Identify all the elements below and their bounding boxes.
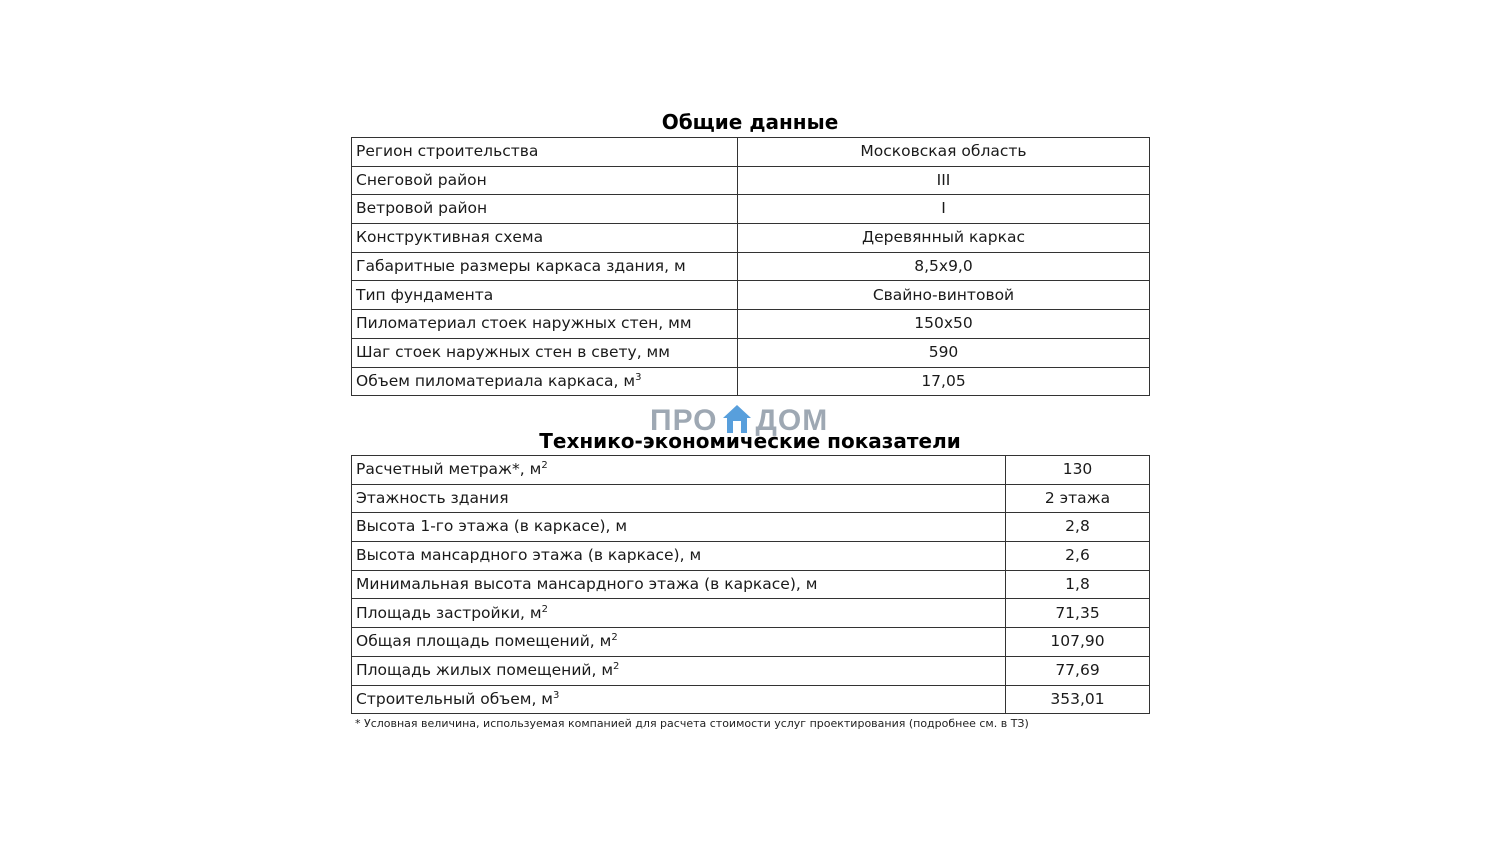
row-label-text: Высота 1-го этажа (в каркасе), м	[356, 517, 628, 536]
row-value: 150х50	[738, 310, 1150, 339]
table-row	[352, 310, 1150, 339]
row-value: 1,8	[1006, 570, 1150, 599]
row-label-text: Тип фундамента	[356, 285, 494, 304]
row-label	[352, 281, 738, 310]
row-value: III	[738, 166, 1150, 195]
row-value: Свайно-винтовой	[738, 281, 1150, 310]
row-label	[352, 484, 1006, 513]
table-row	[352, 224, 1150, 253]
row-label-text: Габаритные размеры каркаса здания, м	[356, 256, 686, 275]
table-row	[352, 484, 1150, 513]
row-label-text: Расчетный метраж*, м	[356, 460, 542, 479]
row-label	[352, 195, 738, 224]
row-label	[352, 685, 1006, 714]
unit-exponent: 3	[635, 371, 642, 383]
row-label-text: Строительный объем, м	[356, 689, 553, 708]
row-label-text: Пиломатериал стоек наружных стен, мм	[356, 314, 692, 333]
logo-text-left: ПРО	[650, 404, 718, 437]
row-label-text: Площадь застройки, м	[356, 603, 542, 622]
row-value: 353,01	[1006, 685, 1150, 714]
row-label-text: Этажность здания	[356, 488, 509, 507]
row-label	[352, 456, 1006, 485]
row-value: 2,6	[1006, 542, 1150, 571]
row-label	[352, 252, 738, 281]
table-row	[352, 456, 1150, 485]
row-label-text: Ветровой район	[356, 199, 488, 218]
row-value: 107,90	[1006, 628, 1150, 657]
row-value: 8,5х9,0	[738, 252, 1150, 281]
general-data-title: Общие данные	[661, 110, 839, 134]
row-label	[352, 166, 738, 195]
table-row	[352, 656, 1150, 685]
technical-indicators-title: Технико-экономические показатели	[539, 429, 961, 453]
row-label-text: Конструктивная схема	[356, 228, 544, 247]
row-value: I	[738, 195, 1150, 224]
row-label	[352, 656, 1006, 685]
row-label-text: Площадь жилых помещений, м	[356, 660, 614, 679]
row-label-text: Общая площадь помещений, м	[356, 632, 612, 651]
table-row	[352, 628, 1150, 657]
row-label	[352, 338, 738, 367]
table-row	[352, 338, 1150, 367]
row-value: 71,35	[1006, 599, 1150, 628]
row-value: 130	[1006, 456, 1150, 485]
table-row	[352, 166, 1150, 195]
row-label-text: Высота мансардного этажа (в каркасе), м	[356, 546, 702, 565]
table-row	[352, 138, 1150, 167]
row-label	[352, 628, 1006, 657]
unit-exponent: 2	[611, 632, 618, 644]
row-label-text: Минимальная высота мансардного этажа (в каркасе), м	[356, 574, 818, 593]
table-row	[352, 195, 1150, 224]
row-label	[352, 138, 738, 167]
row-value: 2,8	[1006, 513, 1150, 542]
table-row	[352, 685, 1150, 714]
row-value: 17,05	[738, 367, 1150, 396]
table-row	[352, 367, 1150, 396]
row-label	[352, 224, 738, 253]
row-label	[352, 599, 1006, 628]
table-row	[352, 513, 1150, 542]
unit-exponent: 2	[541, 460, 548, 472]
row-label-text: Снеговой район	[356, 170, 487, 189]
general-data-table	[351, 137, 1150, 396]
logo-text-right: ДОМ	[755, 404, 829, 437]
footnote: * Условная величина, используемая компанией для расчета стоимости услуг проектирования (подробнее см. в ТЗ)	[355, 717, 1029, 730]
table-row	[352, 542, 1150, 571]
row-label-text: Шаг стоек наружных стен в свету, мм	[356, 342, 670, 361]
row-value: 77,69	[1006, 656, 1150, 685]
table-row	[352, 599, 1150, 628]
unit-exponent: 3	[553, 689, 560, 701]
row-value: 2 этажа	[1006, 484, 1150, 513]
row-label	[352, 542, 1006, 571]
row-label	[352, 513, 1006, 542]
technical-indicators-table	[351, 455, 1150, 714]
row-value: 590	[738, 338, 1150, 367]
row-value: Московская область	[738, 138, 1150, 167]
unit-exponent: 2	[541, 603, 548, 615]
table-row	[352, 252, 1150, 281]
row-label-text: Регион строительства	[356, 142, 539, 161]
table-row	[352, 570, 1150, 599]
row-value: Деревянный каркас	[738, 224, 1150, 253]
row-label	[352, 367, 738, 396]
row-label-text: Объем пиломатериала каркаса, м	[356, 371, 636, 390]
table-row	[352, 281, 1150, 310]
unit-exponent: 2	[613, 660, 620, 672]
row-label	[352, 570, 1006, 599]
row-label	[352, 310, 738, 339]
